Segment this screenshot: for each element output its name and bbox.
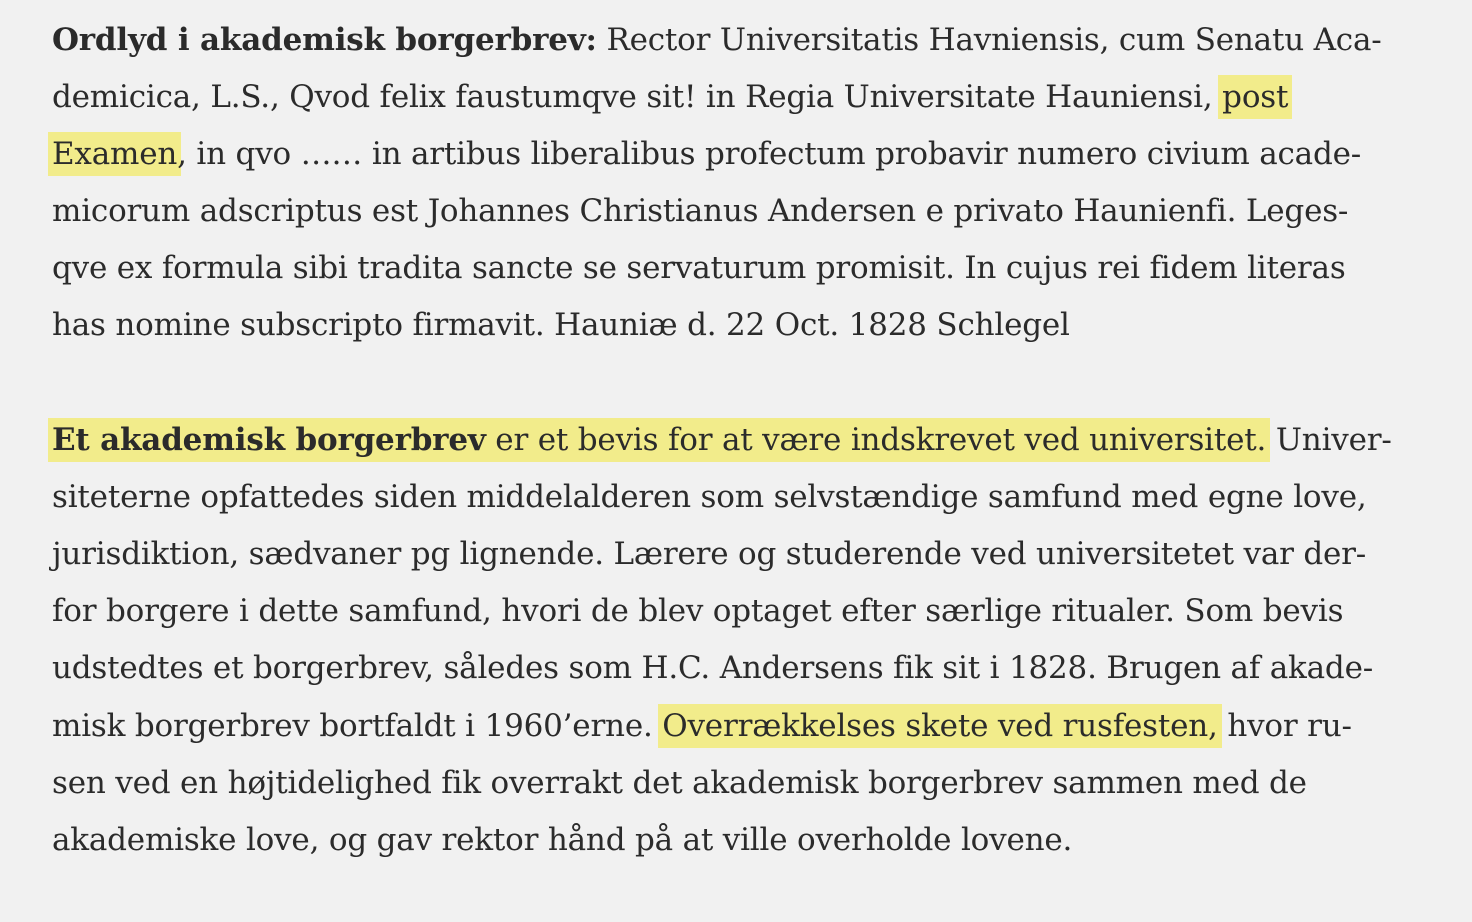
p1-line-1-text: Rector Universitatis Havniensis, cum Senatu Aca- [596, 22, 1382, 58]
p2-heading: Et akademisk borgerbrev [52, 422, 486, 458]
p2-line-4: for borgere i dette samfund, hvori de blev optaget efter særlige ritualer. Som bevis [52, 593, 1344, 629]
highlight-definition [52, 422, 1266, 458]
p2-line-6-text: misk borgerbrev bortfaldt i 1960’erne. [52, 708, 663, 744]
p1-line-5: qve ex formula sibi tradita sancte se servaturum promisit. In cujus rei fidem literas [52, 250, 1346, 286]
highlight-post: post [1222, 79, 1289, 115]
highlight-rusfesten: Overrækkelses skete ved rusfesten, [662, 708, 1218, 744]
p2-line-8: akademiske love, og gav rektor hånd på at ville overholde lovene. [52, 822, 1073, 858]
highlight-examen: Examen [52, 136, 178, 172]
p2-line-6 [52, 705, 1352, 747]
p2-line-2: siteterne opfattedes siden middelalderen som selvstændige samfund med egne love, [52, 479, 1367, 515]
p1-line-1 [52, 19, 1382, 61]
p2-line-6-end: hvor ru- [1217, 708, 1352, 744]
p2-line-5: udstedtes et borgerbrev, således som H.C. Andersens fik sit i 1828. Brugen af akade- [52, 650, 1373, 686]
p1-line-2-text: demicica, L.S., Qvod felix faustumqve sit! in Regia Universitate Hauniensi, [52, 79, 1223, 115]
p1-line-2 [52, 76, 1288, 118]
p1-line-3-text: , in qvo …… in artibus liberalibus profectum probavir numero civium acade- [177, 136, 1362, 172]
p1-line-6: has nomine subscripto firmavit. Hauniæ d. 22 Oct. 1828 Schlegel [52, 307, 1070, 343]
p2-line-3: jurisdiktion, sædvaner pg lignende. Lærere og studerende ved universitetet var der- [52, 536, 1367, 572]
p2-line-7: sen ved en højtidelighed fik overrakt det akademisk borgerbrev sammen med de [52, 765, 1307, 801]
p2-line-1 [52, 419, 1392, 461]
p2-definition-text: er et bevis for at være indskrevet ved universitet. [485, 422, 1267, 458]
p2-line-1-text: Univer- [1266, 422, 1392, 458]
p1-line-3 [52, 133, 1361, 175]
p1-line-4: micorum adscriptus est Johannes Christianus Andersen e privato Haunienfi. Leges- [52, 193, 1349, 229]
p1-heading: Ordlyd i akademisk borgerbrev: [52, 22, 597, 58]
